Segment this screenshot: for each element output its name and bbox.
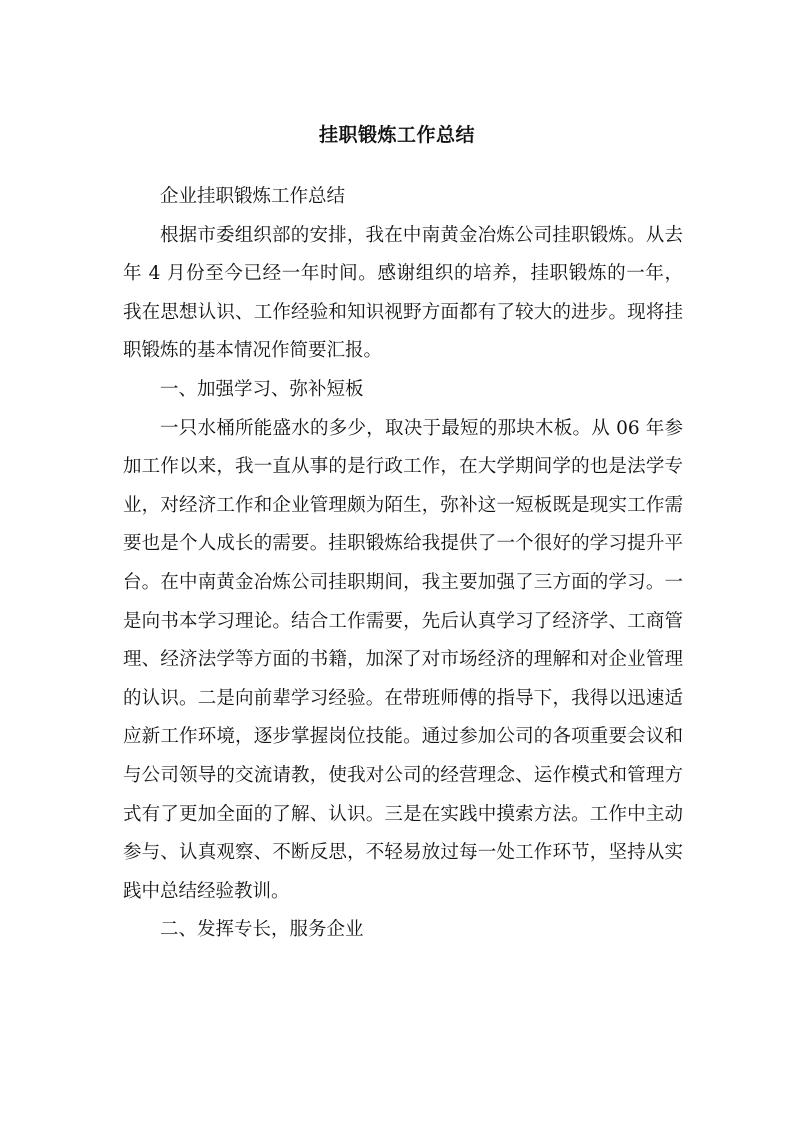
section-heading-2: 二、发挥专长，服务企业 xyxy=(160,919,364,941)
intro-paragraph: 根据市委组织部的安排，我在中南黄金冶炼公司挂职锻炼。从去年 4 月份至今已经一年时间。感谢组织的培养，挂职锻炼的一年，我在思想认识、工作经验和知识视野方面都有了较大的进步。现将挂职锻炼的基本情况作简要汇报。 xyxy=(123,224,683,362)
subtitle-paragraph: 企业挂职锻炼工作总结 xyxy=(160,186,346,207)
section-1-paragraph: 一只水桶所能盛水的多少，取决于最短的那块木板。从 06 年参加工作以来，我一直从事的是行政工作，在大学期间学的也是法学专业，对经济工作和企业管理颇为陌生，弥补这一短板既是现实工作需要也是个人成长的需要。挂职锻炼给我提供了一个很好的学习提升平台。在中南黄金冶炼公司挂职期间，我主要加强了三方面的学习。一是向书本学习理论。结合工作需要，先后认真学习了经济学、工商管理、经济法学等方面的书籍，加深了对市场经济的理解和对企业管理的认识。二是向前辈学习经验。在带班师傅的指导下，我得以迅速适应新工作环境，逐步掌握岗位技能。通过参加公司的各项重要会议和与公司领导的交流请教，使我对公司的经营理念、运作模式和管理方式有了更加全面的了解、认识。三是在实践中摸索方法。工作中主动参与、认真观察、不断反思，不轻易放过每一处工作环节，坚持从实践中总结经验教训。 xyxy=(123,417,683,902)
section-heading-1: 一、加强学习、弥补短板 xyxy=(160,378,364,400)
document-title: 挂职锻炼工作总结 xyxy=(318,124,475,146)
document-body xyxy=(123,178,683,950)
